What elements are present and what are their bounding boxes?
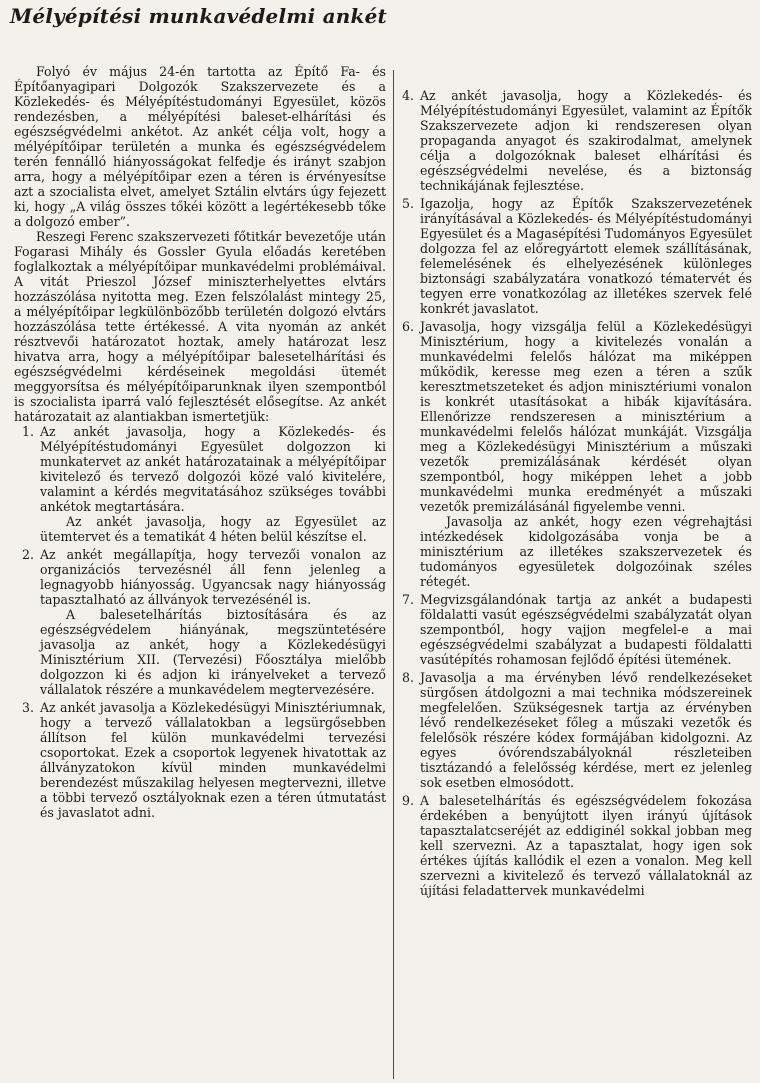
item-number: 9.: [402, 793, 414, 808]
item-text: Az ankét javasolja a Közlekedésügyi Minisztériumnak, hogy a tervező vállalatokban a legsürgősebben állítson fel külön munkavédelmi tervezési csoportokat. Ezek a csoportok legyenek hivatottak az állványzatokon kívül minden munkavédelmi berendezést műszakilag helyesen megtervezni, illetve a többi tervező osztályoknak ezen a téren útmutatást és javaslatot adni.: [40, 700, 386, 820]
intro-paragraph: Folyó év május 24-én tartotta az Építő Fa- és Építőanyagipari Dolgozók Szakszervezete és a Közlekedés- és Mélyépítéstudományi Egyesület, közös rendezésben, a mélyépítési baleset-elhárítási és egészségvédelmi ankétot. Az ankét célja volt, hogy a mélyépítőipar területén a munka és egészségvédelem terén fennálló hiányosságokat felfedje és irányt szabjon arra, hogy a mélyépítőipar ezen a téren is érvényesítse azt a szocialista elvet, amelyet Sztálin elvtárs úgy fejezett ki, hogy „A világ összes tőkéi között a legértékesebb tőke a dolgozó ember”.: [14, 64, 386, 229]
item-number: 6.: [402, 319, 414, 334]
right-column: [402, 88, 752, 1083]
second-paragraph: Reszegi Ferenc szakszervezeti főtitkár bevezetője után Fogarasi Mihály és Gossler Gyula előadás keretében foglalkoztak a mélyépítőipar munkavédelmi problémáival. A vitát Prieszol József miniszterhelyettes elvtárs hozzászólása nyitotta meg. Ezen felszólalást mintegy 25, a mélyépítőipar legkülönbözőbb területén dolgozó elvtárs hozzászólása tette értékessé. A vita nyomán az ankét résztvevői határozatot hoztak, amely határozat lesz hivatva arra, hogy a mélyépítőipar balesetelhárítási és egészségvédelmi kérdéseinek megoldási ütemét meggyorsítsa és mélyépítőiparunknak ilyen szempontból is szocialista iparrá való fejlesztését elősegítse. Az ankét határozatait az alantiakban ismertetjük:: [14, 229, 386, 424]
item-number: 8.: [402, 670, 414, 685]
item-text: A balesetelhárítás és egészségvédelem fokozása érdekében a benyújtott ilyen irányú újítások tapasztalatcseréjét az eddiginél sokkal jobban meg kell szervezni. Az a tapasztalat, hogy igen sok értékes újítás kallódik el ezen a vonalon. Meg kell szervezni a kivitelező és tervező vállalatoknál az újítási feladattervek munkavédelmi: [420, 793, 752, 898]
left-column: [14, 64, 386, 1083]
item-number: 1.: [22, 424, 34, 439]
list-item: [402, 670, 752, 790]
list-item: [22, 547, 386, 697]
article-title: Mélyépítési munkavédelmi ankét: [10, 4, 387, 28]
list-item: [402, 793, 752, 898]
item-subtext: Javasolja az ankét, hogy ezen végrehajtási intézkedések kidolgozásába vonja be a minisztérium az illetékes szakszervezetek és tudományos egyesületek dolgozóinak széles rétegét.: [420, 514, 752, 589]
item-text: Az ankét javasolja, hogy a Közlekedés- és Mélyépítéstudományi Egyesület dolgozzon ki munkatervet az ankét határozatainak a mélyépítőipar kivitelező és tervező dolgozói közé való kivitelére, valamint a kérdés megvitatásához szükséges további ankétok megtartására.: [40, 424, 386, 514]
list-item: [22, 700, 386, 820]
list-item: [402, 592, 752, 667]
item-text: Megvizsgálandónak tartja az ankét a budapesti földalatti vasút egészségvédelmi szabályzatát olyan szempontból, hogy vajjon megfelel-e a mai egészségvédelmi szabályzat a budapesti földalatti vasútépítés rohamosan fejlődő építési ütemének.: [420, 592, 752, 667]
item-text: Javasolja a ma érvényben lévő rendelkezéseket sürgősen átdolgozni a mai technika módszereinek megfelelően. Szükségesnek tartja az érvényben lévő rendelkezéseket főleg a műszaki vezetők és felelősök részére kódex formájában kidolgozni. Az egyes óvórendszabályoknál részleteiben tisztázandó a felelősség kérdése, mert ez jelenleg sok esetben elmosódott.: [420, 670, 752, 790]
item-text: Javasolja, hogy vizsgálja felül a Közlekedésügyi Minisztérium, hogy a kivitelezés vonalán a munkavédelmi felelős hálózat ma miképpen működik, keresse meg ezen a téren a szűk keresztmetszeteket és adjon minisztériumi vonalon is konkrét utasításokat a hibák kijavítására. Ellenőrizze rendszeresen a minisztérium a munkavédelmi felelős hálózat munkáját. Vizsgálja meg a Közlekedésügyi Minisztérium a műszaki vezetők premizálásának kérdését olyan szempontból, hogy miképpen lehet a jobb munkavédelmi munka eredményét a műszaki vezetők premizálásánál figyelembe venni.: [420, 319, 752, 514]
item-number: 4.: [402, 88, 414, 103]
list-item: [402, 319, 752, 589]
list-item: [22, 424, 386, 544]
item-subtext: A balesetelhárítás biztosítására és az egészségvédelem hiányának, megszüntetésére javasolja az ankét, hogy a Közlekedésügyi Minisztérium XII. (Tervezési) Főosztálya mielőbb dolgozzon ki és adjon ki irányelveket a tervező vállalatok részére a munkavédelem megtervezésére.: [40, 607, 386, 697]
list-item: [402, 196, 752, 316]
item-text: Az ankét javasolja, hogy a Közlekedés- és Mélyépítéstudományi Egyesület, valamint az Építők Szakszervezete adjon ki rendszeresen olyan propaganda anyagot és szakirodalmat, amelynek célja a dolgozóknak baleset elhárítási és egészségvédelmi nevelése, és a biztonság technikájának fejlesztése.: [420, 88, 752, 193]
item-number: 7.: [402, 592, 414, 607]
item-number: 2.: [22, 547, 34, 562]
item-text: Igazolja, hogy az Építők Szakszervezetének irányításával a Közlekedés- és Mélyépítéstudományi Egyesület és a Magasépítési Tudományos Egyesület dolgozza fel az előregyártott elemek szállításának, felemelésének és elhelyezésének különleges biztonsági szabályzatára vonatkozó tématervét és tegyen erre vonatkozólag az illetékes szervek felé konkrét javaslatot.: [420, 196, 752, 316]
column-divider: [393, 70, 394, 1079]
item-number: 5.: [402, 196, 414, 211]
item-text: Az ankét megállapítja, hogy tervezői vonalon az organizációs tervezésnél áll fenn jelenleg a legnagyobb hiányosság. Ugyancsak nagy hiányosság tapasztalható az állványok tervezésénél is.: [40, 547, 386, 607]
list-item: [402, 88, 752, 193]
item-number: 3.: [22, 700, 34, 715]
item-subtext: Az ankét javasolja, hogy az Egyesület az ütemtervet és a tematikát 4 héten belül készítse el.: [40, 514, 386, 544]
